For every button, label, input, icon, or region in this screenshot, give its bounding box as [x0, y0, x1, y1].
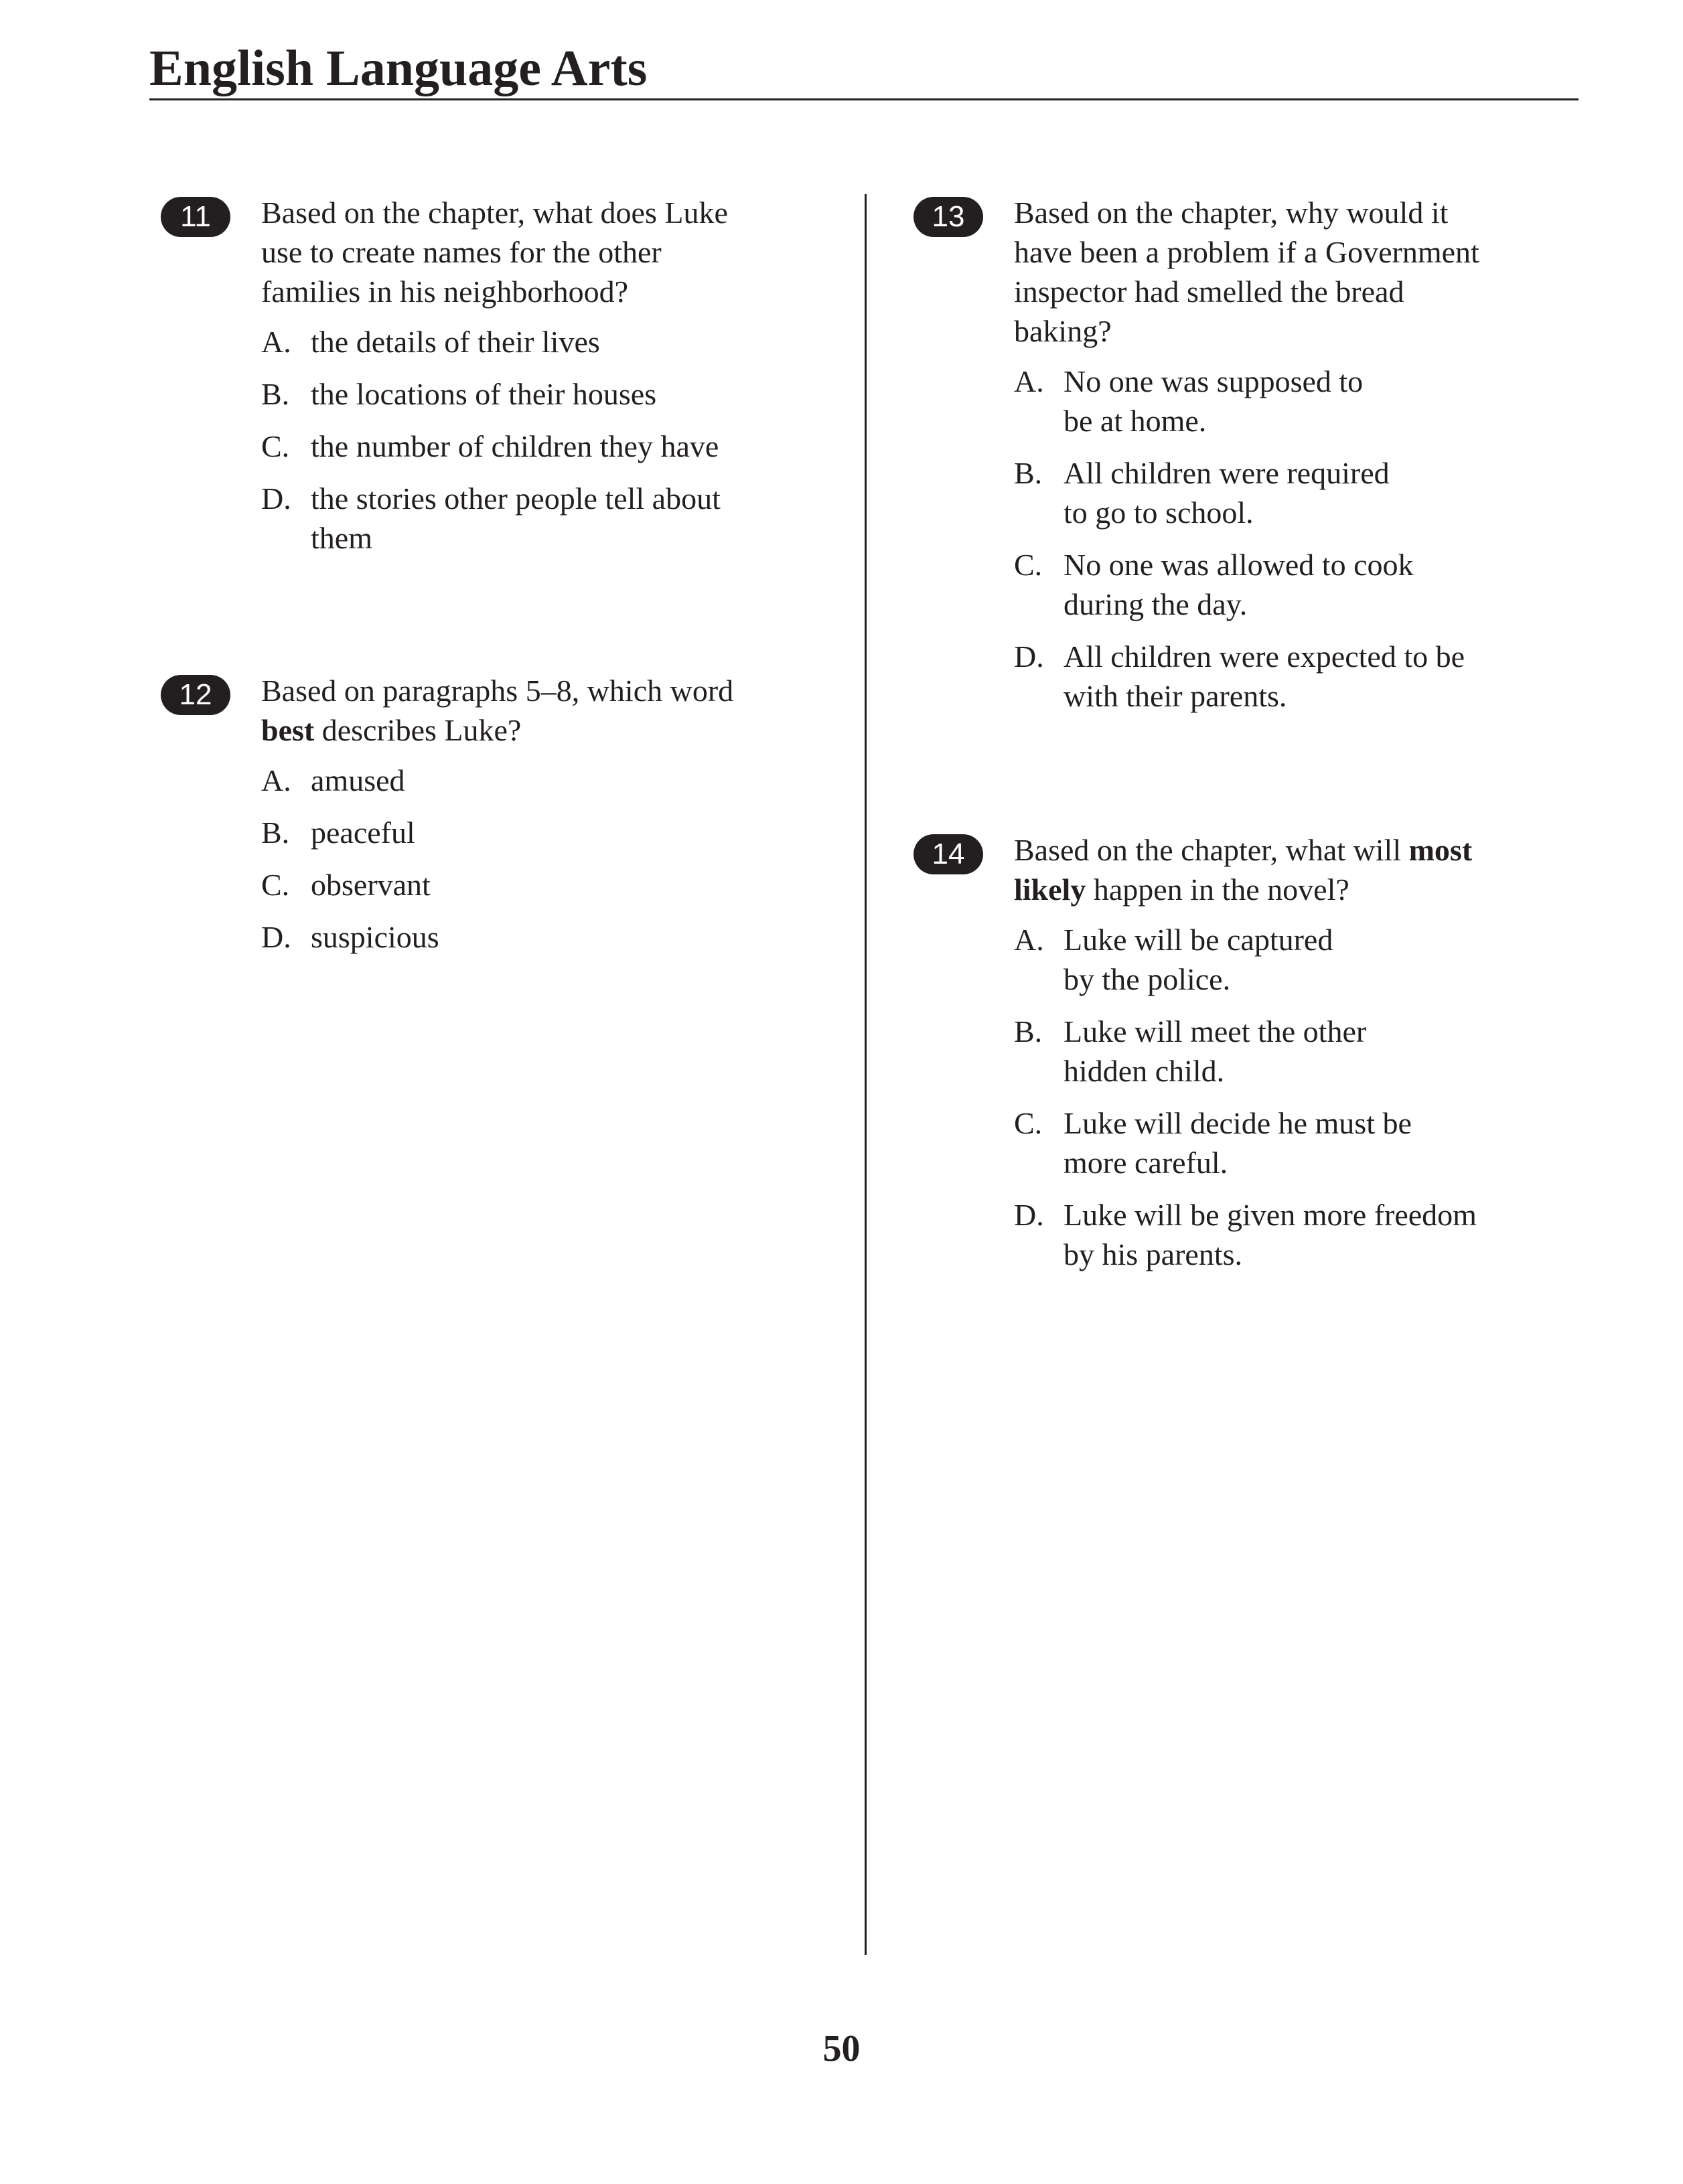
answer-options — [1014, 920, 1503, 1274]
question-number-badge: 14 — [913, 834, 983, 874]
option-letter: D. — [1014, 1198, 1044, 1232]
option-letter: D. — [1014, 639, 1044, 674]
question-14 — [913, 830, 1503, 1287]
stem-text: Based on paragraphs 5–8, which word — [261, 674, 734, 708]
option-text: All children were expected to be with their parents. — [1064, 639, 1465, 713]
stem-emphasis: likely — [1014, 872, 1086, 907]
answer-options — [261, 761, 750, 957]
option-text: Luke will decide he must be more careful. — [1064, 1106, 1412, 1180]
option-letter: B. — [261, 815, 290, 850]
option-text: the number of children they have — [311, 429, 719, 463]
answer-option-c[interactable] — [1014, 545, 1503, 624]
option-text: observant — [311, 868, 431, 902]
answer-option-a[interactable] — [1014, 920, 1503, 999]
question-stem — [261, 671, 750, 750]
question-number-badge: 13 — [913, 197, 983, 237]
answer-option-a[interactable] — [261, 322, 750, 362]
page-title: English Language Arts — [149, 40, 648, 96]
option-letter: C. — [261, 429, 290, 463]
stem-text: describes Luke? — [314, 713, 522, 747]
answer-option-b[interactable] — [261, 374, 750, 414]
answer-option-b[interactable] — [261, 813, 750, 852]
stem-text: happen in the novel? — [1086, 872, 1349, 907]
option-letter: C. — [1014, 1106, 1043, 1140]
answer-option-d[interactable] — [261, 917, 750, 957]
answer-option-b[interactable] — [1014, 1012, 1503, 1091]
option-letter: B. — [1014, 1014, 1043, 1048]
question-stem — [1014, 830, 1503, 909]
question-number-badge: 12 — [161, 675, 230, 715]
option-text: Luke will be captured by the police. — [1064, 923, 1333, 996]
option-letter: D. — [261, 481, 291, 516]
option-text: peaceful — [311, 815, 415, 850]
answer-option-c[interactable] — [261, 865, 750, 905]
page-number: 50 — [822, 2028, 861, 2070]
answer-option-c[interactable] — [261, 426, 750, 466]
stem-emphasis: most — [1408, 833, 1473, 867]
column-divider — [865, 194, 867, 1955]
option-letter: C. — [261, 868, 290, 902]
option-letter: A. — [261, 325, 291, 359]
answer-option-d[interactable] — [261, 479, 750, 558]
answer-options — [261, 322, 750, 558]
option-text: suspicious — [311, 920, 439, 954]
option-letter: D. — [261, 920, 291, 954]
question-stem: Based on the chapter, why would it have been a problem if a Government inspector had smelled the bread baking? — [1014, 196, 1479, 348]
question-13 — [913, 193, 1503, 728]
answer-options — [1014, 362, 1503, 716]
question-11 — [161, 193, 750, 570]
option-letter: A. — [1014, 923, 1044, 957]
option-text: Luke will be given more freedom by his parents. — [1064, 1198, 1477, 1271]
option-text: amused — [311, 763, 405, 797]
option-letter: B. — [261, 377, 290, 411]
option-letter: C. — [1014, 548, 1043, 582]
question-12 — [161, 671, 750, 969]
answer-option-d[interactable] — [1014, 637, 1503, 716]
option-text: No one was allowed to cook during the day. — [1064, 548, 1414, 621]
option-text: the locations of their houses — [311, 377, 657, 411]
answer-option-a[interactable] — [261, 761, 750, 800]
question-stem: Based on the chapter, what does Luke use to create names for the other families in his neighborhood? — [261, 196, 728, 309]
option-text: No one was supposed to be at home. — [1064, 364, 1364, 438]
answer-option-d[interactable] — [1014, 1195, 1503, 1274]
option-text: the stories other people tell about them — [311, 481, 721, 555]
option-letter: A. — [1014, 364, 1044, 398]
stem-text: Based on the chapter, what will — [1014, 833, 1409, 867]
answer-option-c[interactable] — [1014, 1103, 1503, 1182]
option-text: Luke will meet the other hidden child. — [1064, 1014, 1367, 1088]
question-number-badge: 11 — [161, 197, 230, 237]
answer-option-a[interactable] — [1014, 362, 1503, 441]
header-rule — [149, 98, 1579, 100]
stem-emphasis: best — [261, 713, 315, 747]
answer-option-b[interactable] — [1014, 453, 1503, 532]
option-letter: A. — [261, 763, 291, 797]
option-text: All children were required to go to school. — [1064, 456, 1390, 530]
option-letter: B. — [1014, 456, 1043, 490]
option-text: the details of their lives — [311, 325, 600, 359]
